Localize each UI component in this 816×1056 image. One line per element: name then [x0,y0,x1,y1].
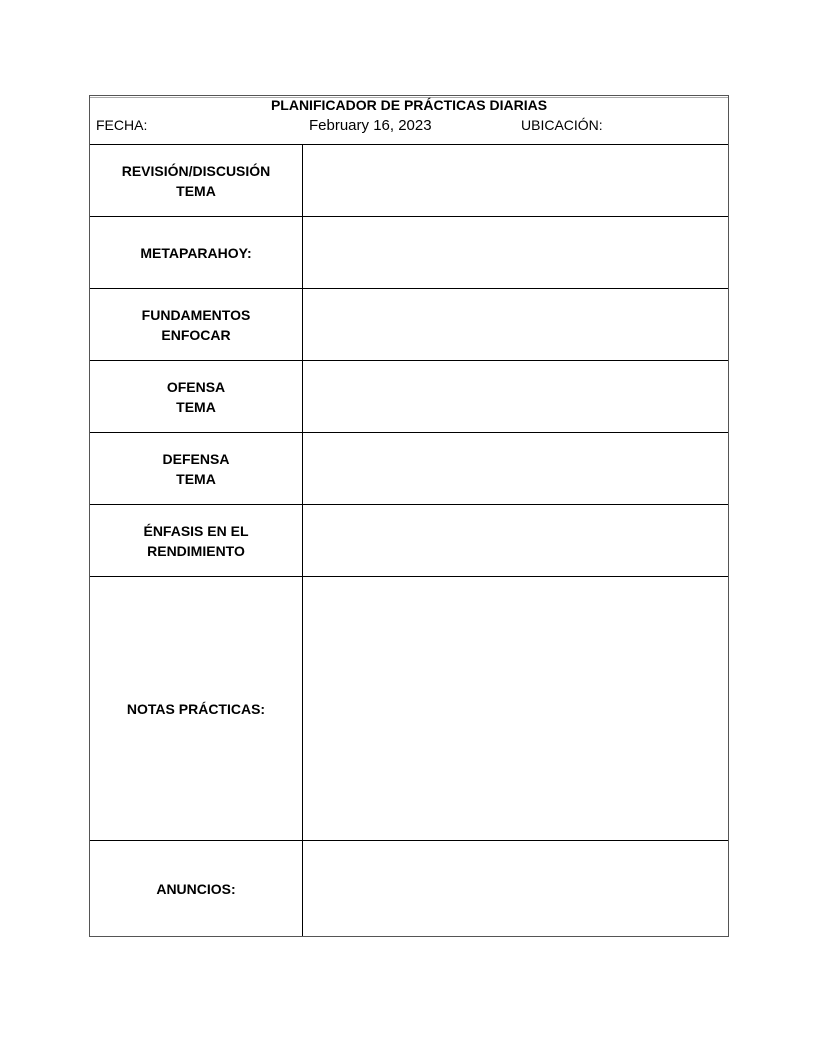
row-label: ANUNCIOS: [90,841,303,936]
row-value-field[interactable] [303,217,728,288]
row-announcements [90,841,728,936]
date-label: FECHA: [96,117,148,133]
row-label: METAPARAHOY: [90,217,303,288]
row-goal-today [90,217,728,289]
row-review-discussion [90,145,728,217]
row-value-field[interactable] [303,289,728,360]
row-fundamentals [90,289,728,361]
row-value-field[interactable] [303,577,728,840]
row-defense [90,433,728,505]
row-value-field[interactable] [303,361,728,432]
row-value-field[interactable] [303,433,728,504]
row-label: DEFENSA TEMA [90,433,303,504]
location-label: UBICACIÓN: [521,117,603,133]
planner-sheet [89,95,729,937]
row-label: OFENSA TEMA [90,361,303,432]
row-value-field[interactable] [303,841,728,936]
row-label: FUNDAMENTOS ENFOCAR [90,289,303,360]
row-value-field[interactable] [303,505,728,576]
row-label: ÉNFASIS EN EL RENDIMIENTO [90,505,303,576]
row-practice-notes [90,577,728,841]
row-performance-emphasis [90,505,728,577]
planner-header [90,96,728,145]
planner-title: PLANIFICADOR DE PRÁCTICAS DIARIAS [270,97,548,113]
row-offense [90,361,728,433]
row-value-field[interactable] [303,145,728,216]
row-label: REVISIÓN/DISCUSIÓN TEMA [90,145,303,216]
date-value: February 16, 2023 [309,117,432,134]
row-label: NOTAS PRÁCTICAS: [90,577,303,840]
